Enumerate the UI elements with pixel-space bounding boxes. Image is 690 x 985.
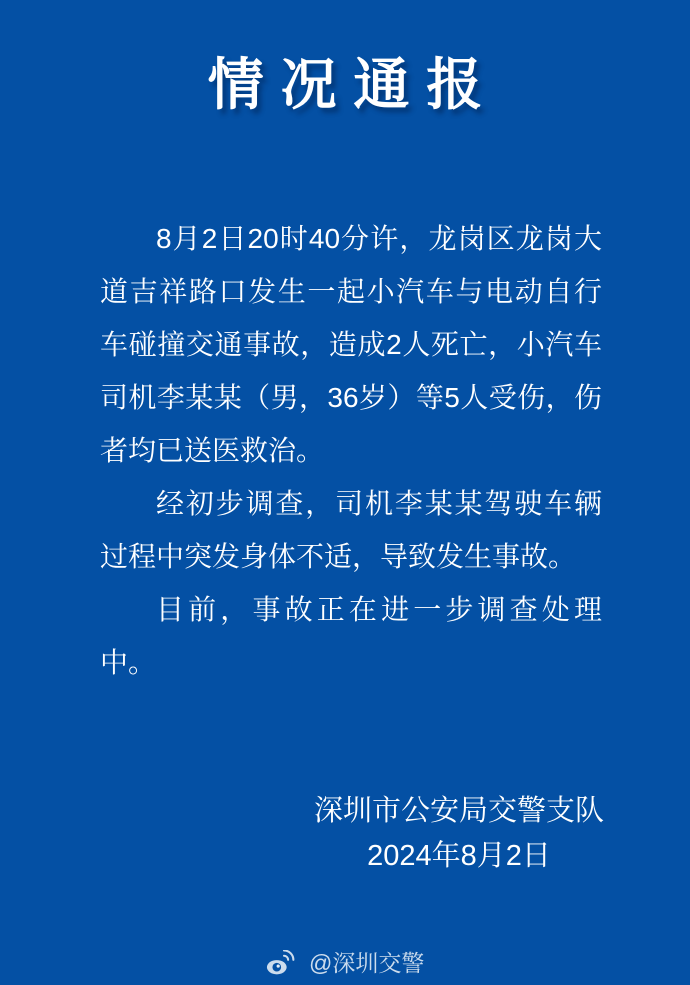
notice-paragraph-1: 8月2日20时40分许，龙岗区龙岗大道吉祥路口发生一起小汽车与电动自行车碰撞交通事故，造成2人死亡，小汽车司机李某某（男，36岁）等5人受伤，伤者均已送医救治。 — [100, 223, 602, 466]
watermark — [0, 945, 690, 978]
notice-title: 情况通报 — [207, 55, 499, 117]
signature-date: 2024年8月2日 — [367, 840, 551, 872]
weibo-icon — [266, 950, 296, 975]
notice-paragraph-2: 经初步调查，司机李某某驾驶车辆过程中突发身体不适，导致发生事故。 — [100, 488, 602, 572]
signature-org: 深圳市公安局交警支队 — [313, 795, 604, 827]
notice-body — [100, 212, 602, 689]
signature-block — [314, 789, 604, 879]
police-notice-poster — [0, 46, 690, 985]
watermark-handle: @深圳交警 — [309, 950, 425, 976]
notice-paragraph-3: 目前，事故正在进一步调查处理中。 — [100, 594, 602, 678]
